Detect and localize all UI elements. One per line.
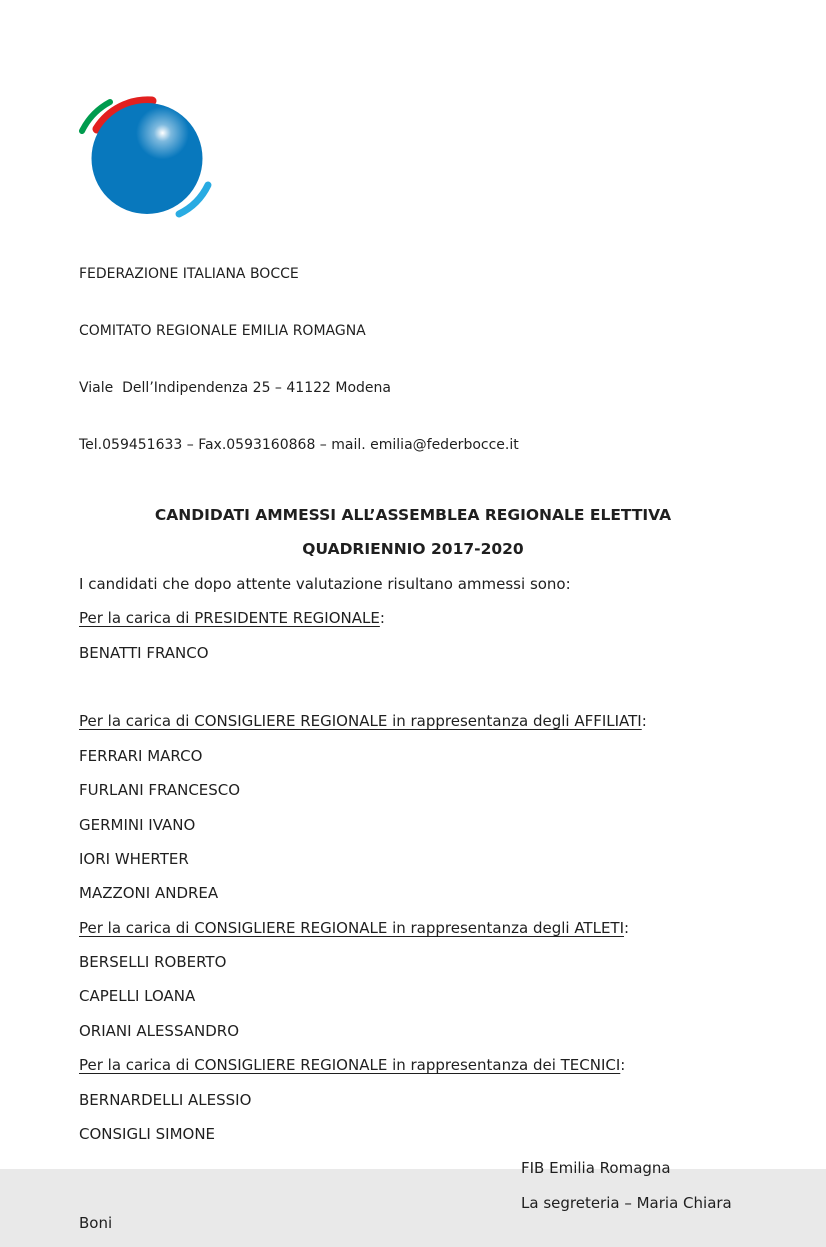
- letterhead-org-line1: FEDERAZIONE ITALIANA BOCCE: [79, 266, 299, 282]
- document-content: [79, 0, 747, 1247]
- letterhead-org-line2: COMITATO REGIONALE EMILIA ROMAGNA: [79, 323, 366, 339]
- candidate-name: BERNARDELLI ALESSIO: [79, 1090, 252, 1109]
- section-heading: [79, 918, 747, 938]
- section-heading-colon: :: [620, 1056, 626, 1075]
- signature-org: FIB Emilia Romagna: [521, 1159, 671, 1178]
- candidate-name: BENATTI FRANCO: [79, 643, 209, 662]
- intro-text: I candidati che dopo attente valutazione risultano ammessi sono:: [79, 574, 571, 593]
- signature-secretary: La segreteria – Maria Chiara Boni: [79, 1193, 732, 1232]
- candidate-name: FERRARI MARCO: [79, 746, 203, 765]
- candidate-name: BERSELLI ROBERTO: [79, 953, 227, 972]
- section-heading-colon: :: [624, 918, 630, 937]
- section-heading-text: Per la carica di CONSIGLIERE REGIONALE in rappresentanza dei TECNICI: [79, 1056, 621, 1075]
- document-title: CANDIDATI AMMESSI ALL’ASSEMBLEA REGIONALE ELETTIVA: [154, 506, 672, 524]
- candidate-name: IORI WHERTER: [79, 849, 189, 868]
- section-heading-colon: :: [379, 609, 385, 628]
- letterhead-contacts: Tel.059451633 – Fax.0593160868 – mail. emilia@federbocce.it: [79, 437, 519, 453]
- sections: [79, 608, 747, 1144]
- section-heading: [79, 1055, 747, 1075]
- document-subtitle: QUADRIENNIO 2017-2020: [302, 540, 524, 559]
- candidate-name: CONSIGLI SIMONE: [79, 1125, 216, 1144]
- section-heading-colon: :: [641, 712, 647, 731]
- candidate-name: FURLANI FRANCESCO: [79, 781, 241, 800]
- section-heading-text: Per la carica di CONSIGLIERE REGIONALE in rappresentanza degli AFFILIATI: [79, 712, 642, 731]
- section-heading: [79, 711, 747, 731]
- candidate-name: CAPELLI LOANA: [79, 987, 196, 1006]
- candidate-name: MAZZONI ANDREA: [79, 884, 219, 903]
- section-heading-text: Per la carica di PRESIDENTE REGIONALE: [79, 609, 380, 628]
- section-heading: [79, 608, 747, 628]
- letterhead: [79, 227, 747, 493]
- letterhead-address: Viale Dell’Indipendenza 25 – 41122 Modena: [79, 380, 391, 396]
- candidate-name: ORIANI ALESSANDRO: [79, 1021, 240, 1040]
- section-heading-text: Per la carica di CONSIGLIERE REGIONALE in rappresentanza degli ATLETI: [79, 918, 625, 937]
- spacer-paragraph: [79, 677, 747, 697]
- candidate-name: GERMINI IVANO: [79, 815, 196, 834]
